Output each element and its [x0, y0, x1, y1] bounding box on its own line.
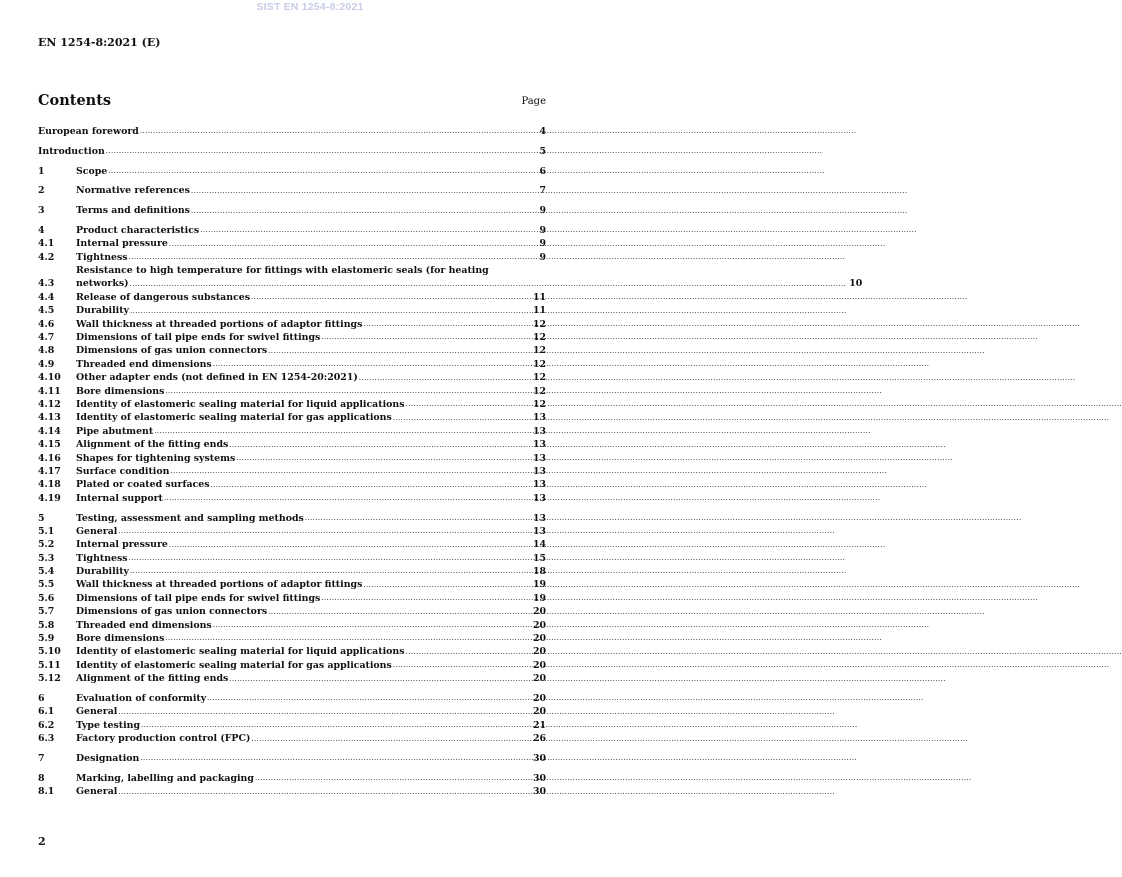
toc-entry-page: 13 — [532, 479, 546, 491]
dot-leader — [154, 426, 530, 436]
toc-entry-page: 20 — [532, 659, 546, 671]
toc-entry-page: 6 — [539, 165, 546, 177]
toc-entry-page: 13 — [532, 439, 546, 451]
dot-leader — [170, 466, 530, 476]
toc-entry-number: 5.3 — [38, 552, 55, 564]
toc-entry[interactable] — [38, 398, 546, 411]
toc-entry-page: 13 — [532, 492, 546, 504]
toc-entry-number: 5.6 — [38, 592, 55, 604]
dot-leader — [268, 607, 530, 617]
toc-entry-page: 12 — [532, 345, 546, 357]
toc-entry-number: 6.3 — [38, 733, 55, 745]
dot-leader — [321, 332, 530, 342]
dot-leader — [393, 660, 530, 670]
toc-entry-page: 12 — [532, 332, 546, 344]
toc-entry-page: 20 — [532, 606, 546, 618]
toc-entry-number: 5.5 — [38, 579, 55, 591]
toc-entry[interactable] — [38, 578, 546, 591]
toc-entry-number: 4.15 — [38, 439, 61, 451]
toc-entry-page: 12 — [532, 358, 546, 370]
toc-entry-title: Wall thickness at threaded portions of adaptor fittings — [76, 318, 363, 330]
toc-entry-title: Internal pressure — [76, 539, 168, 551]
toc-entry-title: Introduction — [38, 145, 105, 157]
toc-entry-number: 4.4 — [38, 291, 55, 303]
toc-entry[interactable] — [38, 304, 546, 317]
toc-entry[interactable] — [38, 492, 546, 505]
dot-leader — [363, 319, 530, 329]
toc-entry-page: 19 — [532, 579, 546, 591]
toc-entry-title: Resistance to high temperature for fittings with elastomeric seals (for heating — [76, 265, 489, 277]
toc-entry-page: 21 — [532, 719, 546, 731]
toc-entry-page: 13 — [532, 425, 546, 437]
dot-leader — [129, 553, 530, 563]
dot-leader — [200, 225, 536, 235]
toc-entry-page: 13 — [532, 452, 546, 464]
toc-entry[interactable] — [38, 344, 546, 357]
toc-entry-page: 13 — [532, 512, 546, 524]
table-of-contents — [38, 125, 863, 799]
toc-entry-title: General — [76, 786, 118, 798]
toc-entry[interactable] — [38, 752, 546, 765]
toc-entry-title: Tightness — [76, 552, 128, 564]
toc-entry-title: Pipe abutment — [76, 425, 154, 437]
toc-entry[interactable] — [38, 645, 546, 658]
toc-entry-title: Internal pressure — [76, 238, 168, 250]
toc-entry-title: Dimensions of gas union connectors — [76, 606, 268, 618]
dot-leader — [106, 146, 537, 156]
toc-entry-title: Wall thickness at threaded portions of adaptor fittings — [76, 579, 363, 591]
dot-leader — [236, 453, 530, 463]
toc-entry[interactable] — [38, 224, 546, 237]
dot-leader — [321, 593, 530, 603]
toc-entry-title: Product characteristics — [76, 224, 200, 236]
toc-entry-title: General — [76, 706, 118, 718]
toc-entry-page: 11 — [532, 291, 546, 303]
toc-entry-number: 4.7 — [38, 332, 55, 344]
toc-entry-page: 13 — [532, 412, 546, 424]
dot-leader — [363, 580, 530, 590]
toc-entry-title: Dimensions of tail pipe ends for swivel fittings — [76, 592, 321, 604]
toc-entry-title: Durability — [76, 305, 129, 317]
toc-entry-page: 10 — [849, 278, 863, 290]
toc-entry-title: Identity of elastomeric sealing material for liquid applications — [76, 646, 405, 658]
toc-entry[interactable] — [38, 165, 546, 178]
toc-entry-number: 5.2 — [38, 539, 55, 551]
toc-entry[interactable] — [38, 465, 546, 478]
toc-entry-number: 5.9 — [38, 633, 55, 645]
toc-entry-number: 4.9 — [38, 358, 55, 370]
toc-entry-title: Threaded end dimensions — [76, 358, 212, 370]
dot-leader — [229, 674, 530, 684]
dot-leader — [118, 787, 530, 797]
toc-entry-page: 12 — [532, 372, 546, 384]
toc-entry-number: 6 — [38, 692, 45, 704]
dot-leader — [191, 206, 537, 216]
toc-entry-page: 9 — [539, 205, 546, 217]
toc-entry-title: Plated or coated surfaces — [76, 479, 210, 491]
toc-entry-title: Alignment of the fitting ends — [76, 673, 229, 685]
page-column-label: Page — [521, 96, 546, 107]
dot-leader — [305, 513, 530, 523]
toc-entry-title: Identity of elastomeric sealing material for gas applications — [76, 659, 392, 671]
dot-leader — [130, 306, 530, 316]
toc-entry[interactable] — [38, 719, 546, 732]
toc-entry-page: 20 — [532, 706, 546, 718]
toc-entry[interactable] — [38, 705, 546, 718]
dot-leader — [164, 493, 530, 503]
dot-leader — [118, 526, 530, 536]
toc-entry[interactable] — [38, 565, 546, 578]
dot-leader — [141, 720, 530, 730]
toc-entry-page: 9 — [539, 224, 546, 236]
toc-entry-page: 20 — [532, 646, 546, 658]
toc-entry-page: 14 — [532, 539, 546, 551]
toc-entry-title: Terms and definitions — [76, 205, 190, 217]
toc-entry[interactable] — [38, 672, 546, 685]
toc-entry[interactable] — [38, 358, 546, 371]
toc-entry-number: 1 — [38, 165, 45, 177]
toc-entry-number: 5 — [38, 512, 45, 524]
toc-entry[interactable] — [38, 692, 546, 705]
toc-entry[interactable] — [38, 452, 546, 465]
dot-leader — [108, 166, 536, 176]
toc-entry-page: 4 — [539, 125, 546, 137]
toc-entry-title: Other adapter ends (not defined in EN 1254-20:2021) — [76, 372, 358, 384]
toc-entry-page: 9 — [539, 251, 546, 263]
dot-leader — [405, 647, 529, 657]
toc-entry-page: 7 — [539, 185, 546, 197]
page-number: 2 — [38, 835, 46, 848]
dot-leader — [405, 399, 529, 409]
toc-entry-number: 4.8 — [38, 345, 55, 357]
toc-entry-title: Designation — [76, 752, 140, 764]
toc-entry-number: 5.11 — [38, 659, 61, 671]
toc-entry-page: 9 — [539, 238, 546, 250]
toc-entry-title: Release of dangerous substances — [76, 291, 251, 303]
dot-leader — [359, 373, 530, 383]
toc-entry-number: 7 — [38, 752, 45, 764]
toc-entry-title: Tightness — [76, 251, 128, 263]
toc-entry[interactable] — [38, 125, 546, 138]
toc-entry[interactable] — [38, 237, 546, 250]
dot-leader — [268, 346, 530, 356]
toc-entry-page: 12 — [532, 399, 546, 410]
toc-entry-title: Normative references — [76, 185, 190, 197]
toc-entry[interactable] — [38, 264, 863, 291]
toc-entry-title: Surface condition — [76, 465, 170, 477]
toc-entry-title: Bore dimensions — [76, 385, 165, 397]
toc-entry-title: Durability — [76, 566, 129, 578]
toc-entry[interactable] — [38, 438, 546, 451]
toc-entry-page: 30 — [532, 772, 546, 784]
toc-entry-number: 3 — [38, 205, 45, 217]
toc-entry-page: 30 — [532, 752, 546, 764]
toc-entry-title: Internal support — [76, 492, 163, 504]
toc-entry-number: 4.2 — [38, 251, 55, 263]
toc-entry-title: Alignment of the fitting ends — [76, 439, 229, 451]
toc-entry[interactable] — [38, 592, 546, 605]
toc-entry-title: Dimensions of tail pipe ends for swivel fittings — [76, 332, 321, 344]
toc-entry-title: Evaluation of conformity — [76, 692, 207, 704]
toc-entry-title: Threaded end dimensions — [76, 619, 212, 631]
toc-entry-title: European foreword — [38, 125, 139, 137]
toc-entry-page: 20 — [532, 673, 546, 685]
toc-entry-number: 4.14 — [38, 425, 61, 437]
dot-leader — [118, 707, 530, 717]
dot-leader — [207, 693, 530, 703]
toc-entry[interactable] — [38, 204, 546, 217]
toc-entry-title: Identity of elastomeric sealing material for liquid applications — [76, 399, 405, 410]
toc-entry-page: 13 — [532, 465, 546, 477]
toc-entry[interactable] — [38, 772, 546, 785]
toc-entry-title: Testing, assessment and sampling methods — [76, 512, 304, 524]
dot-leader — [191, 186, 537, 196]
toc-entry[interactable] — [38, 552, 546, 565]
toc-entry-page: 30 — [532, 786, 546, 798]
toc-entry-title: Identity of elastomeric sealing material for gas applications — [76, 412, 392, 424]
toc-entry-number: 4.16 — [38, 452, 61, 464]
toc-entry-number: 8.1 — [38, 786, 55, 798]
toc-entry[interactable] — [38, 632, 546, 645]
dot-leader — [140, 753, 530, 763]
contents-heading: Contents — [38, 92, 112, 109]
toc-entry-number: 5.7 — [38, 606, 55, 618]
toc-entry-number: 8 — [38, 772, 45, 784]
toc-entry-title-continued: networks) — [76, 278, 129, 290]
toc-entry-page: 12 — [532, 318, 546, 330]
toc-entry-page: 12 — [532, 385, 546, 397]
dot-leader — [251, 734, 530, 744]
toc-entry-number: 5.12 — [38, 673, 61, 685]
toc-entry-number: 5.10 — [38, 646, 61, 658]
toc-entry[interactable] — [38, 525, 546, 538]
toc-entry-title: Marking, labelling and packaging — [76, 772, 254, 784]
toc-entry-number: 4.6 — [38, 318, 55, 330]
toc-entry-title: Dimensions of gas union connectors — [76, 345, 268, 357]
toc-entry-page: 11 — [532, 305, 546, 317]
toc-entry-number: 4.17 — [38, 465, 61, 477]
toc-entry-number: 5.4 — [38, 566, 55, 578]
toc-entry-page: 20 — [532, 692, 546, 704]
dot-leader — [140, 126, 537, 136]
toc-entry-page: 15 — [532, 552, 546, 564]
dot-leader — [165, 633, 530, 643]
dot-leader — [251, 292, 530, 302]
toc-entry[interactable] — [38, 371, 546, 384]
toc-entry-page: 20 — [532, 619, 546, 631]
dot-leader — [165, 386, 530, 396]
toc-entry-number: 4.10 — [38, 372, 61, 384]
toc-entry-title: Bore dimensions — [76, 633, 165, 645]
toc-entry-title: Factory production control (FPC) — [76, 733, 251, 745]
dot-leader — [130, 566, 530, 576]
dot-leader — [130, 279, 847, 289]
toc-entry-number: 4 — [38, 224, 45, 236]
toc-entry-number: 4.19 — [38, 492, 61, 504]
toc-entry-number: 4.18 — [38, 479, 61, 491]
toc-entry[interactable] — [38, 619, 546, 632]
dot-leader — [255, 773, 530, 783]
toc-entry[interactable] — [38, 732, 546, 745]
toc-entry[interactable] — [38, 291, 546, 304]
toc-entry[interactable] — [38, 145, 546, 158]
dot-leader — [213, 359, 530, 369]
toc-entry[interactable] — [38, 425, 546, 438]
toc-entry[interactable] — [38, 331, 546, 344]
toc-entry-page: 20 — [532, 633, 546, 645]
toc-entry-page: 26 — [532, 733, 546, 745]
toc-entry-number: 5.1 — [38, 525, 55, 537]
toc-entry-page: 18 — [532, 566, 546, 578]
toc-entry-number: 4.3 — [38, 278, 55, 290]
toc-entry-number: 4.5 — [38, 305, 55, 317]
toc-entry-number: 5.8 — [38, 619, 55, 631]
dot-leader — [213, 620, 530, 630]
toc-entry-number: 6.2 — [38, 719, 55, 731]
toc-entry[interactable] — [38, 785, 546, 798]
dot-leader — [393, 413, 530, 423]
toc-entry[interactable] — [38, 251, 546, 264]
toc-entry[interactable] — [38, 512, 546, 525]
dot-leader — [229, 440, 530, 450]
watermark-text: SIST EN 1254-8:2021 — [256, 1, 364, 13]
dot-leader — [169, 540, 530, 550]
dot-leader — [129, 252, 537, 262]
document-id: EN 1254-8:2021 (E) — [38, 36, 161, 49]
toc-entry-number: 4.1 — [38, 238, 55, 250]
toc-entry[interactable] — [38, 478, 546, 491]
toc-entry-page: 5 — [539, 145, 546, 157]
toc-entry-number: 4.12 — [38, 399, 61, 410]
toc-entry[interactable] — [38, 385, 546, 398]
toc-entry[interactable] — [38, 605, 546, 618]
toc-entry-number: 2 — [38, 185, 45, 197]
toc-entry-title: General — [76, 525, 118, 537]
toc-entry[interactable] — [38, 538, 546, 551]
toc-entry[interactable] — [38, 411, 546, 424]
toc-entry[interactable] — [38, 659, 546, 672]
toc-entry-number: 6.1 — [38, 706, 55, 718]
toc-entry-number: 4.13 — [38, 412, 61, 424]
dot-leader — [211, 480, 530, 490]
toc-entry-page: 13 — [532, 525, 546, 537]
toc-entry-number: 4.11 — [38, 385, 61, 397]
toc-entry-page: 19 — [532, 592, 546, 604]
toc-entry[interactable] — [38, 184, 546, 197]
toc-entry[interactable] — [38, 318, 546, 331]
toc-entry-title: Shapes for tightening systems — [76, 452, 236, 464]
toc-entry-title: Scope — [76, 165, 108, 177]
dot-leader — [169, 239, 537, 249]
toc-entry-title: Type testing — [76, 719, 141, 731]
